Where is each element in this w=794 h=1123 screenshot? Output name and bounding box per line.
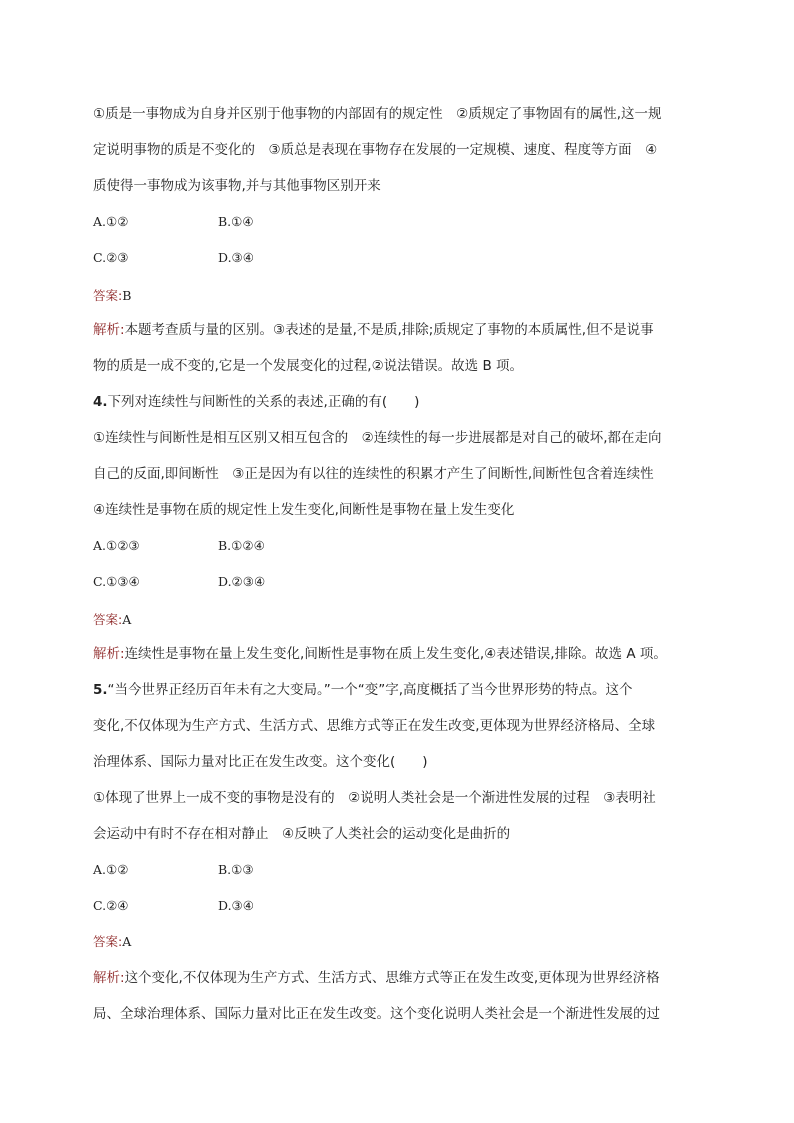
q5-answer [93, 932, 131, 952]
q3-answer-label: 答案: [93, 288, 123, 303]
q4-option-b: B.①②④ [218, 538, 265, 553]
q4-question-text: 下列对连续性与间断性的关系的表述,正确的有( ) [107, 394, 420, 410]
q5-answer-label: 答案: [93, 934, 123, 949]
q5-analysis-line-1 [93, 968, 660, 988]
q3-answer [93, 286, 131, 306]
q5-analysis-line-2: 局、全球治理体系、国际力量对比正在发生改变。这个变化说明人类社会是一个渐进性发展的过 [93, 1006, 660, 1022]
q4-analysis-label: 解析: [93, 646, 125, 662]
q3-analysis-line-1 [93, 320, 654, 340]
q5-question-line-1 [93, 680, 633, 700]
q5-answer-value: A [122, 934, 132, 949]
q4-question [93, 392, 419, 412]
q4-number: 4. [93, 394, 108, 410]
q4-option-d: D.②③④ [218, 574, 266, 589]
q4-option-c: C.①③④ [93, 574, 140, 589]
q4-answer-label: 答案: [93, 612, 123, 627]
q4-analysis-line-1 [93, 644, 667, 664]
q4-stem-line-2: 自己的反面,即间断性 ③正是因为有以往的连续性的积累才产生了间断性,间断性包含着连续性 [93, 466, 654, 482]
q3-stem-line-2: 定说明事物的质是不变化的 ③质总是表现在事物存在发展的一定规模、速度、程度等方面 ④ [93, 142, 658, 158]
q4-answer-value: A [122, 612, 132, 627]
q3-stem-line-3: 质使得一事物成为该事物,并与其他事物区别开来 [93, 178, 381, 194]
q5-option-b: B.①③ [218, 862, 254, 877]
q3-analysis-label: 解析: [93, 322, 125, 338]
q3-option-b: B.①④ [218, 214, 254, 229]
q5-option-a: A.①② [93, 862, 129, 877]
q4-analysis-text-1: 连续性是事物在量上发生变化,间断性是事物在质上发生变化,④表述错误,排除。故选 A 项。 [124, 646, 667, 662]
q5-question-line-3: 治理体系、国际力量对比正在发生改变。这个变化( ) [93, 754, 428, 770]
q5-option-c: C.②④ [93, 898, 129, 913]
q4-answer [93, 610, 131, 630]
q5-analysis-text-1: 这个变化,不仅体现为生产方式、生活方式、思维方式等正在发生改变,更体现为世界经济格 [124, 970, 660, 986]
q3-analysis-line-2: 物的质是一成不变的,它是一个发展变化的过程,②说法错误。故选 B 项。 [93, 358, 524, 374]
q5-question-text-1: “当今世界正经历百年未有之大变局。”一个“变”字,高度概括了当今世界形势的特点。这个 [107, 682, 633, 698]
q3-stem-line-1: ①质是一事物成为自身并区别于他事物的内部固有的规定性 ②质规定了事物固有的属性,这一规 [93, 106, 662, 122]
q3-option-a: A.①② [93, 214, 129, 229]
q5-number: 5. [93, 682, 108, 698]
q5-question-line-2: 变化,不仅体现为生产方式、生活方式、思维方式等正在发生改变,更体现为世界经济格局、全球 [93, 718, 656, 734]
q4-stem-line-1: ①连续性与间断性是相互区别又相互包含的 ②连续性的每一步进展都是对自己的破坏,都在走向 [93, 430, 662, 446]
q5-stem-line-1: ①体现了世界上一成不变的事物是没有的 ②说明人类社会是一个渐进性发展的过程 ③表明社 [93, 790, 656, 806]
q5-analysis-label: 解析: [93, 970, 125, 986]
q5-stem-line-2: 会运动中有时不存在相对静止 ④反映了人类社会的运动变化是曲折的 [93, 826, 511, 842]
q3-analysis-text-1: 本题考查质与量的区别。③表述的是量,不是质,排除;质规定了事物的本质属性,但不是说事 [124, 322, 654, 338]
q3-option-d: D.③④ [218, 250, 254, 265]
q3-option-c: C.②③ [93, 250, 129, 265]
q5-option-d: D.③④ [218, 898, 254, 913]
q3-answer-value: B [122, 288, 132, 303]
q4-option-a: A.①②③ [93, 538, 140, 553]
q4-stem-line-3: ④连续性是事物在质的规定性上发生变化,间断性是事物在量上发生变化 [93, 502, 515, 518]
